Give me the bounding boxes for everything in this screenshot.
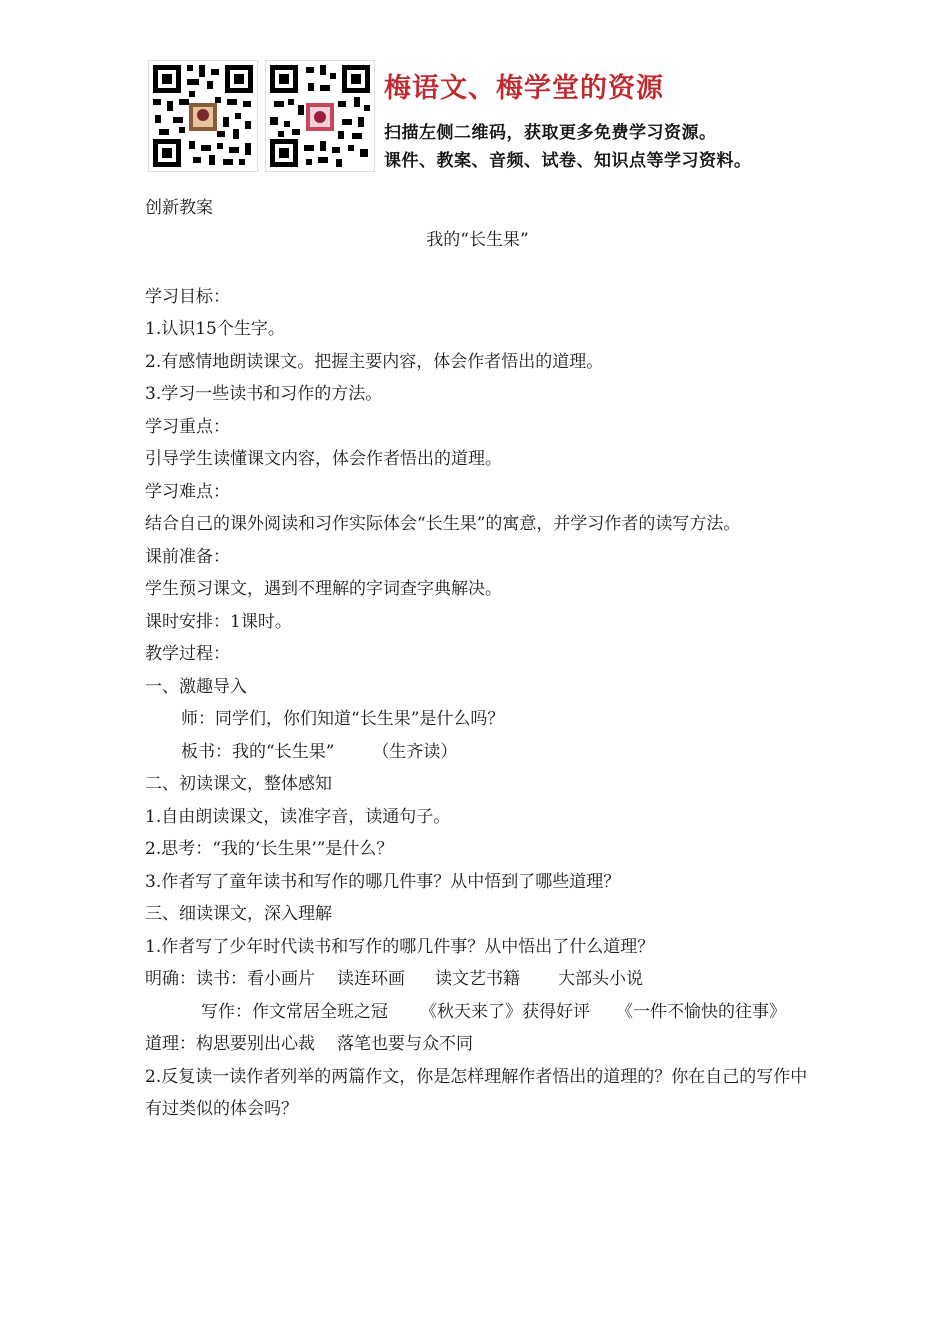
section-2-heading: 二、初读课文，整体感知 bbox=[145, 774, 332, 794]
goal-item: 2.有感情地朗读课文。把握主要内容，体会作者悟出的道理。 bbox=[145, 351, 604, 372]
focus-text: 引导学生读懂课文内容，体会作者悟出的道理。 bbox=[145, 449, 502, 469]
process-heading: 教学过程： bbox=[145, 644, 230, 664]
banner-subtitle-1: 扫描左侧二维码，获取更多免费学习资源。 bbox=[384, 123, 717, 143]
writing-label: 写作： bbox=[201, 1001, 252, 1022]
reading-item: 读连环画 bbox=[337, 969, 405, 989]
section-2-item: 3.作者写了童年读书和写作的哪几件事？从中悟到了哪些道理？ bbox=[145, 871, 621, 892]
daoli-item: 构思要别出心裁 bbox=[196, 1034, 315, 1054]
teacher-question: 师：同学们，你们知道“长生果”是什么吗？ bbox=[181, 709, 505, 729]
section-3-item: 2.反复读一读作者列举的两篇作文，你是怎样理解作者悟出的道理的？你在自己的写作中有过类似的体会吗？ bbox=[145, 1066, 808, 1119]
qr-code-right[interactable] bbox=[265, 60, 375, 172]
qr-code-icon bbox=[266, 61, 374, 171]
banner-title: 梅语文、梅学堂的资源 bbox=[384, 73, 664, 104]
prep-heading: 课前准备： bbox=[145, 546, 230, 567]
section-1-heading: 一、激趣导入 bbox=[145, 676, 247, 697]
banner-subtitle-2: 课件、教案、音频、试卷、知识点等学习资料。 bbox=[384, 151, 752, 171]
focus-heading: 学习重点： bbox=[145, 416, 230, 437]
goal-item: 3.学习一些读书和习作的方法。 bbox=[145, 384, 383, 404]
daoli-line bbox=[145, 1028, 810, 1061]
board-writing-note: （生齐读） bbox=[372, 741, 458, 762]
section-3-item: 1.作者写了少年时代读书和写作的哪几件事？从中悟出了什么道理？ bbox=[145, 936, 655, 957]
qr-code-left[interactable] bbox=[148, 60, 258, 172]
daoli-label: 道理： bbox=[145, 1034, 196, 1054]
section-3-heading: 三、细读课文，深入理解 bbox=[145, 904, 332, 924]
mingque-reading bbox=[145, 963, 810, 996]
difficulty-heading: 学习难点： bbox=[145, 481, 230, 502]
writing-item: 《一件不愉快的往事》 bbox=[616, 1001, 786, 1022]
writing-item: 《秋天来了》获得好评 bbox=[420, 1001, 590, 1022]
board-writing bbox=[145, 736, 810, 769]
document-title: 我的“长生果” bbox=[426, 230, 529, 250]
lesson-plan-document bbox=[145, 192, 810, 1126]
reading-item: 看小画片 bbox=[247, 969, 315, 989]
spacer bbox=[145, 257, 810, 281]
goal-item: 1.认识15个生字。 bbox=[145, 319, 285, 339]
mingque-label: 明确：读书： bbox=[145, 969, 247, 989]
writing-item: 作文常居全班之冠 bbox=[252, 1001, 388, 1022]
mingque-writing bbox=[145, 996, 810, 1029]
document-label: 创新教案 bbox=[145, 198, 213, 218]
goals-heading: 学习目标： bbox=[145, 286, 230, 307]
section-2-item: 2.思考：“我的‘长生果’”是什么？ bbox=[145, 839, 394, 859]
schedule-text: 课时安排：1课时。 bbox=[145, 611, 292, 632]
difficulty-text: 结合自己的课外阅读和习作实际体会“长生果”的寓意，并学习作者的读写方法。 bbox=[145, 514, 741, 534]
reading-item: 读文艺书籍 bbox=[435, 969, 520, 989]
section-2-item: 1.自由朗读课文，读准字音，读通句子。 bbox=[145, 806, 451, 827]
qr-code-icon bbox=[149, 61, 257, 171]
prep-text: 学生预习课文，遇到不理解的字词查字典解决。 bbox=[145, 579, 502, 599]
reading-item: 大部头小说 bbox=[558, 969, 643, 989]
board-writing-text: 板书：我的“长生果” bbox=[181, 741, 335, 762]
resource-banner bbox=[148, 60, 828, 176]
daoli-item: 落笔也要与众不同 bbox=[337, 1034, 473, 1054]
